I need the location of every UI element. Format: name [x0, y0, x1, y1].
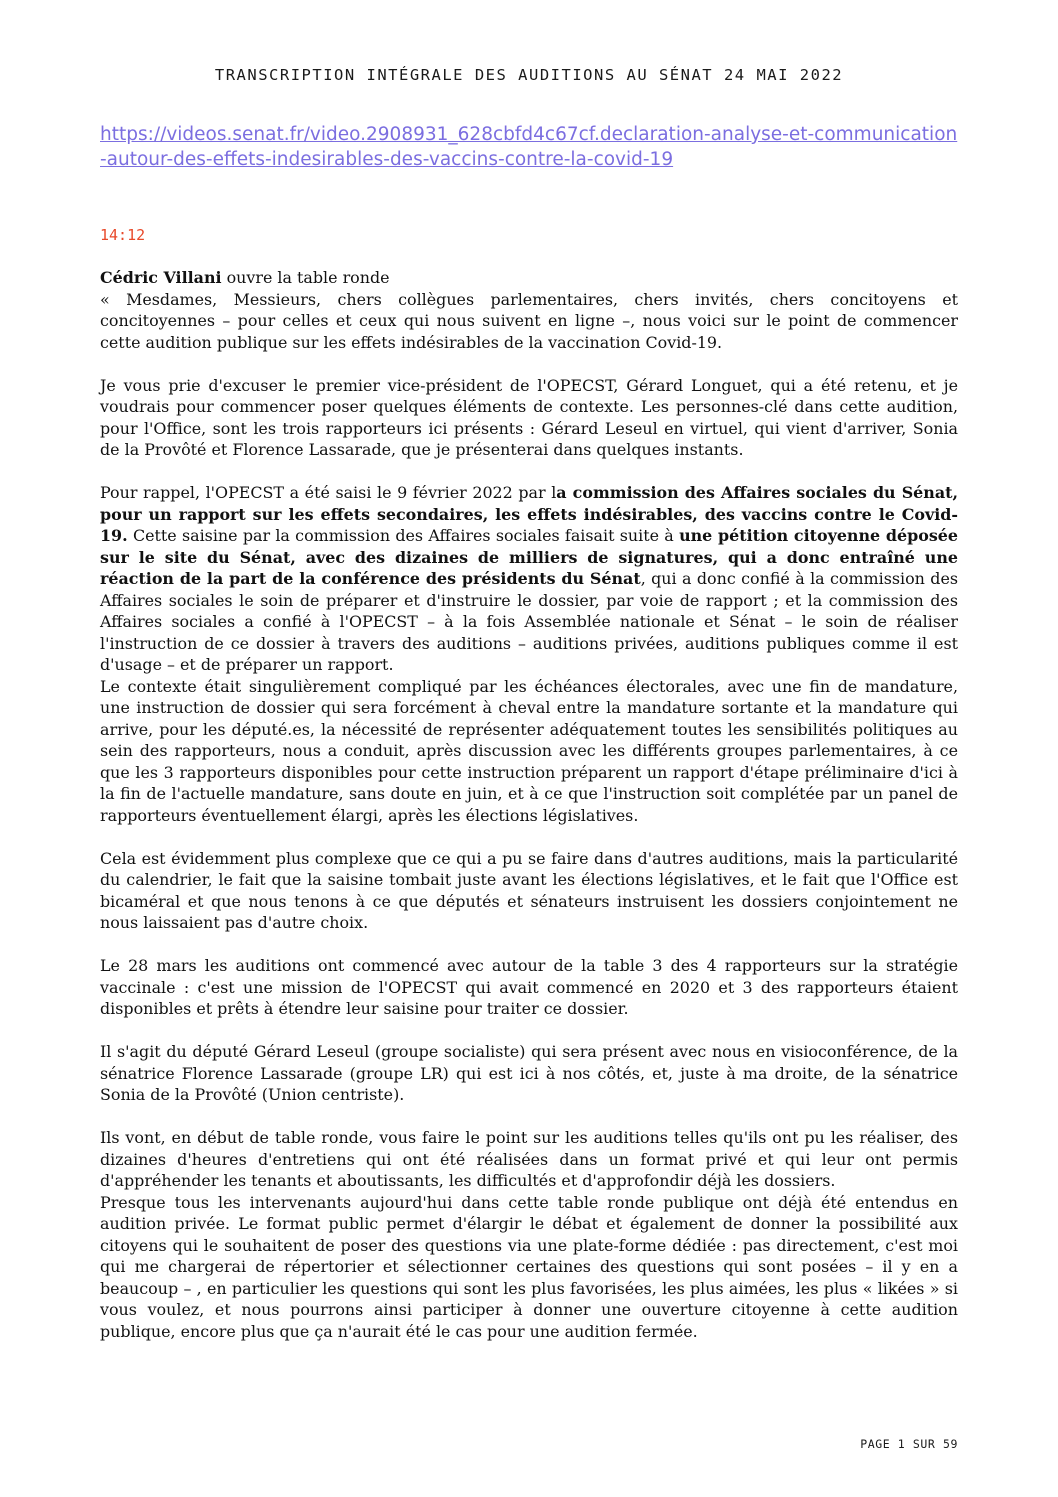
paragraph: Presque tous les intervenants aujourd'hui dans cette table ronde publique ont déjà été entendus en audition privée. Le format public permet d'élargir le débat et également de donner la possibilité aux citoyens qui le souhaitent de poser des questions via une plate-forme dédiée : pas directement, c'est moi qui me chargerai de répertorier et sélectionner certaines des questions qui sont posées – il y en a beaucoup – , en particulier les questions qui sont les plus favorisées, les plus aimées, les plus « likées » si vous voulez, et nous pourrons ainsi participer à donner une ouverture citoyenne à cette audition publique, encore plus que ça n'aurait été le cas pour une audition fermée.	[100, 1192, 958, 1341]
paragraph: Le contexte était singulièrement compliqué par les échéances électorales, avec une fin de mandature, une instruction de dossier qui sera forcément à cheval entre la mandature sortante et la mandature qui arrive, pour les député.es, la nécessité de représenter adéquatement toutes les sensibilités politiques au sein des rapporteurs, nous a conduit, après discussion avec les différents groupes parlementaires, à ce que les 3 rapporteurs disponibles pour cette instruction préparent un rapport d'étape préliminaire d'ici à la fin de l'actuelle mandature, sans doute en juin, et à ce que l'instruction soit complétée par un panel de rapporteurs éventuellement élargi, après les élections législatives.	[100, 676, 958, 825]
speaker-name: Cédric Villani	[100, 268, 222, 287]
paragraph: Le 28 mars les auditions ont commencé avec autour de la table 3 des 4 rapporteurs sur la stratégie vaccinale : c'est une mission de l'OPECST qui avait commencé en 2020 et 3 des rapporteurs étaient disponibles et prêts à étendre leur saisine pour traiter ce dossier.	[100, 956, 958, 1018]
speaker-action: ouvre la table ronde	[221, 268, 390, 287]
paragraph-text: , qui a donc confié à la commission des Affaires sociales le soin de préparer et d'instruire le dossier, par voie de rapport ; et la commission des Affaires sociales a confié à l'OPECST – à la fois Assemblée nationale et Sénat – le soin de réaliser l'instruction de ce dossier à travers des auditions – auditions privées, auditions publiques comme il est d'usage – et de préparer un rapport.	[100, 569, 959, 674]
document-header: TRANSCRIPTION INTÉGRALE DES AUDITIONS AU SÉNAT 24 MAI 2022	[214, 66, 844, 84]
paragraph: Il s'agit du député Gérard Leseul (groupe socialiste) qui sera présent avec nous en visioconférence, de la sénatrice Florence Lassarade (groupe LR) qui est ici à nos côtés, et, juste à ma droite, de la sénatrice Sonia de la Provôté (Union centriste).	[100, 1042, 958, 1104]
paragraph: « Mesdames, Messieurs, chers collègues parlementaires, chers invités, chers concitoyens et concitoyennes – pour celles et ceux qui nous suivent en ligne –, nous voici sur le point de commencer cette audition publique sur les effets indésirables de la vaccination Covid-19.	[100, 289, 958, 352]
transcript-body	[100, 267, 958, 1342]
paragraph-text: Cette saisine par la commission des Affaires sociales faisait suite à	[127, 526, 680, 545]
timestamp: 14:12	[100, 226, 146, 244]
paragraph: Je vous prie d'excuser le premier vice-président de l'OPECST, Gérard Longuet, qui a été retenu, et je voudrais pour commencer poser quelques éléments de contexte. Les personnes-clé dans cette audition, pour l'Office, sont les trois rapporteurs ici présents : Gérard Leseul en virtuel, qui vient d'arriver, Sonia de la Provôté et Florence Lassarade, que je présenterai dans quelques instants.	[100, 375, 958, 459]
paragraph	[100, 482, 958, 676]
video-link[interactable]: https://videos.senat.fr/video.2908931_628cbfd4c67cf.declaration-analyse-et-communication-autour-des-effets-indesirables-des-vaccins-contre-la-covid-19	[100, 124, 958, 170]
page-number: PAGE 1 SUR 59	[860, 1437, 958, 1451]
paragraph-bold-text: a commission des Affaires sociales du Sénat, pour un rapport sur les effets secondaires, les effets indésirables, des vaccins contre le Covid-19.	[100, 483, 958, 545]
paragraph-text: Pour rappel, l'OPECST a été saisi le 9 février 2022 par l	[100, 483, 557, 502]
paragraph: Ils vont, en début de table ronde, vous faire le point sur les auditions telles qu'ils ont pu les réaliser, des dizaines d'heures d'entretiens qui ont été réalisées dans un format privé et qui leur ont permis d'appréhender les tenants et aboutissants, les difficultés et d'approfondir déjà les dossiers.	[100, 1128, 958, 1190]
speaker-intro	[100, 267, 958, 289]
paragraph: Cela est évidemment plus complexe que ce qui a pu se faire dans d'autres auditions, mais la particularité du calendrier, le fait que la saisine tombait juste avant les élections législatives, et le fait que l'Office est bicaméral et que nous tenons à ce que députés et sénateurs instruisent les dossiers conjointement ne nous laissaient pas d'autre choix.	[100, 848, 958, 932]
paragraph-bold-text: une pétition citoyenne déposée sur le site du Sénat, avec des dizaines de milliers de signatures, qui a donc entraîné une réaction de la part de la conférence des présidents du Sénat	[100, 526, 959, 588]
